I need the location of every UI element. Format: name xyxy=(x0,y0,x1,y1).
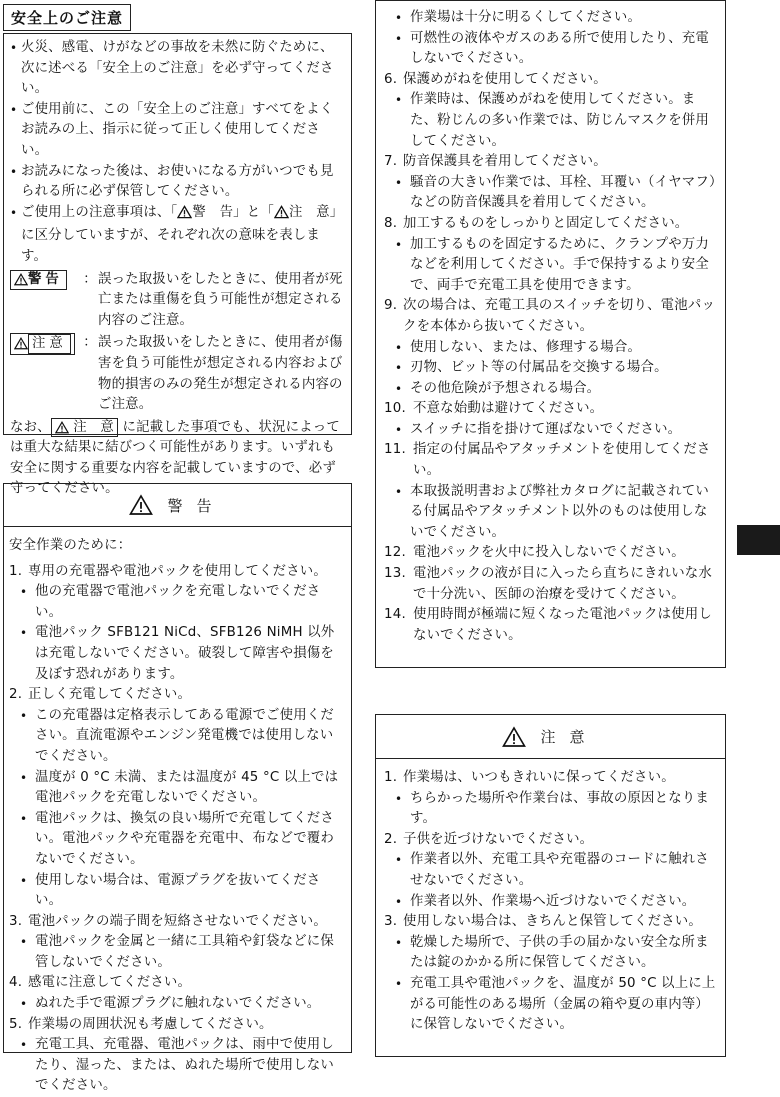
sub-bullet: • 温度が 0 °C 未満、または温度が 45 °C 以上では電池パックを充電しないでください。 xyxy=(9,768,345,809)
item-text: 専用の充電器や電池パックを使用してください。 xyxy=(28,563,327,579)
sub-bullet: • 作業者以外、充電工具や充電器のコードに触れさせないでください。 xyxy=(384,850,719,891)
usage-note: • ご使用上の注意事項は、「 警 告」と「 注 意」に区分していますが、それぞれ次の意味を表します。 xyxy=(10,203,346,268)
sub-bullet: • 可燃性の液体やガスのある所で使用したり、充電しないでください。 xyxy=(384,29,719,70)
item-text: 防音保護具を着用してください。 xyxy=(403,154,607,170)
item-text: 次の場合は、充電工具のスイッチを切り、電池パックを本体から抜いてください。 xyxy=(403,298,716,334)
section-tab-marker xyxy=(737,525,780,555)
page-title-box xyxy=(3,4,131,31)
sub-bullet: • 他の充電器で電池パックを充電しないでください。 xyxy=(9,582,345,623)
warning-triangle-icon xyxy=(502,726,526,748)
caution-section xyxy=(375,714,726,1057)
item-number: 6. xyxy=(384,71,398,87)
numbered-item xyxy=(384,543,719,564)
item-text: 使用時間が極端に短くなった電池パックは使用しないでください。 xyxy=(413,607,712,643)
item-number: 7. xyxy=(384,154,398,170)
item-text: 子供を近づけないでください。 xyxy=(403,831,594,847)
sub-bullet: • 充電工具、充電器、電池パックは、雨中で使用したり、湿った、または、ぬれた場所で使用しないでください。 xyxy=(9,1035,345,1097)
numbered-item xyxy=(384,605,719,646)
warning-triangle-icon xyxy=(14,337,28,350)
item-number: 5. xyxy=(9,1016,23,1032)
sub-bullet: • 作業時は、保護めがねを使用してください。また、粉じんの多い作業では、防じんマスクを併用してください。 xyxy=(384,90,719,152)
intro-paragraph: • ご使用前に、この「安全上のご注意」すべてをよくお読みの上、指示に従って正しく使用してください。 xyxy=(10,100,346,162)
caution-header xyxy=(376,715,725,759)
sub-bullet: • 電池パック SFB121 NiCd、SFB126 NiMH 以外は充電しないでください。破裂して障害や損傷を及ぼす恐れがあります。 xyxy=(9,623,345,685)
sub-bullet: • この充電器は定格表示してある電源でご使用ください。直流電源やエンジン発電機では使用しないでください。 xyxy=(9,706,345,768)
sub-bullet: • 本取扱説明書および弊社カタログに記載されている付属品やアタッチメント以外のものは使用しないでください。 xyxy=(384,482,719,544)
page-title: 安全上のご注意 xyxy=(10,9,123,27)
sub-bullet: • 乾燥した場所で、子供の手の届かない安全な所または錠のかかる所に保管してください。 xyxy=(384,933,719,974)
numbered-item xyxy=(9,1015,345,1036)
numbered-item xyxy=(9,973,345,994)
item-text: 感電に注意してください。 xyxy=(28,975,192,991)
definition-text: 誤った取扱いをしたときに、使用者が死亡または重傷を負う可能性が想定される内容のご注意。 xyxy=(98,271,343,328)
definition-text: 誤った取扱いをしたときに、使用者が傷害を負う可能性が想定される内容および物的損害のみの発生が想定される内容のご注意。 xyxy=(98,335,343,413)
numbered-item xyxy=(384,564,719,605)
warning-header xyxy=(4,484,351,527)
item-text: 不意な始動は避けてください。 xyxy=(413,401,604,417)
numbered-item xyxy=(9,562,345,583)
item-text: 保護めがねを使用してください。 xyxy=(403,71,607,87)
warning-triangle-icon xyxy=(177,205,192,227)
numbered-item xyxy=(9,685,345,706)
numbered-item xyxy=(384,912,719,933)
item-number: 3. xyxy=(9,913,23,929)
sub-bullet: • 充電工具や電池パックを、温度が 50 °C 以上に上がる可能性のある場所（金属の箱や夏の車内等）に保管しないでください。 xyxy=(384,974,719,1036)
item-number: 1. xyxy=(384,770,398,785)
sub-bullet: • 作業場は十分に明るくしてください。 xyxy=(384,8,719,29)
warning-label-box: 警告 xyxy=(10,270,67,290)
sub-bullet: • 刃物、ビット等の付属品を交換する場合。 xyxy=(384,358,719,379)
warning-continued xyxy=(375,0,726,668)
sub-bullet: • 加工するものを固定するために、クランプや万力などを利用してください。手で保持するより安全で、両手で充電工具を使用できます。 xyxy=(384,235,719,297)
sub-bullet: • その他危険が予想される場合。 xyxy=(384,379,719,400)
item-number: 1. xyxy=(9,563,23,579)
item-text: 作業場は、いつもきれいに保ってください。 xyxy=(403,770,675,785)
definition-caution: 注意 ： 誤った取扱いをしたときに、使用者が傷害を負う可能性が想定される内容および物的損害のみの発生が想定される内容のご注意。 xyxy=(10,333,346,415)
item-number: 13. xyxy=(384,566,406,582)
definition-warning: 警告 ： 誤った取扱いをしたときに、使用者が死亡または重傷を負う可能性が想定される内容のご注意。 xyxy=(10,270,346,332)
caution-label-box: 注意 xyxy=(10,333,75,355)
item-number: 10. xyxy=(384,401,406,417)
sub-bullet: • 使用しない場合は、電源プラグを抜いてください。 xyxy=(9,871,345,912)
warning-lead: 安全作業のために： xyxy=(9,538,132,553)
warning-triangle-icon xyxy=(55,421,69,434)
safety-intro-box xyxy=(3,33,352,497)
item-number: 4. xyxy=(9,975,23,991)
numbered-item xyxy=(384,296,719,337)
item-number: 14. xyxy=(384,607,406,623)
item-text: 正しく充電してください。 xyxy=(28,687,192,703)
item-text: 電池パックの端子間を短絡させないでください。 xyxy=(28,913,327,929)
item-number: 12. xyxy=(384,545,406,561)
numbered-item xyxy=(384,152,719,173)
closing-paragraph: なお、 注 意 に記載した事項でも、状況によっては重大な結果に結びつく可能性があります。いずれも安全に関する重要な内容を記載していますので、必ず守ってください。 xyxy=(10,419,340,497)
numbered-item xyxy=(9,912,345,933)
item-text: 使用しない場合は、きちんと保管してください。 xyxy=(403,914,702,930)
sub-bullet: • 作業者以外、作業場へ近づけないでください。 xyxy=(384,892,719,913)
sub-bullet: • ちらかった場所や作業台は、事故の原因となります。 xyxy=(384,789,719,830)
numbered-item xyxy=(384,830,719,851)
intro-paragraph: • お読みになった後は、お使いになる方がいつでも見られる所に必ず保管してください。 xyxy=(10,162,346,203)
intro-paragraph: • 火災、感電、けがなどの事故を未然に防ぐために、次に述べる「安全上のご注意」を必ず守ってください。 xyxy=(10,38,346,100)
item-number: 3. xyxy=(384,914,398,930)
caution-label-box: 注 意 xyxy=(51,418,118,437)
sub-bullet: • 電池パックを金属と一緒に工具箱や釘袋などに保管しないでください。 xyxy=(9,932,345,973)
item-text: 電池パックを火中に投入しないでください。 xyxy=(413,545,685,561)
warning-triangle-icon xyxy=(14,273,28,286)
item-number: 2. xyxy=(9,687,23,703)
warning-triangle-icon xyxy=(274,205,289,227)
sub-bullet: • スイッチに指を掛けて運ばないでください。 xyxy=(384,420,719,441)
warning-section xyxy=(3,483,352,1094)
item-text: 作業場の周囲状況も考慮してください。 xyxy=(28,1016,273,1032)
item-number: 11. xyxy=(384,442,406,458)
caution-heading: 注意 xyxy=(540,728,599,746)
sub-bullet: • 電池パックは、換気の良い場所で充電してください。電池パックや充電器を充電中、布などで覆わないでください。 xyxy=(9,809,345,871)
numbered-item xyxy=(384,70,719,91)
numbered-item xyxy=(384,399,719,420)
item-number: 2. xyxy=(384,831,398,847)
item-text: 指定の付属品やアタッチメントを使用してください。 xyxy=(413,442,711,479)
item-text: 電池パックの液が目に入ったら直ちにきれいな水で十分洗い、医師の治療を受けてください。 xyxy=(413,566,712,602)
item-number: 9. xyxy=(384,298,398,314)
sub-bullet: • 使用しない、または、修理する場合。 xyxy=(384,338,719,359)
numbered-item xyxy=(384,768,719,789)
item-number: 8. xyxy=(384,215,398,231)
numbered-item xyxy=(384,440,719,481)
numbered-item xyxy=(384,214,719,235)
item-text: 加工するものをしっかりと固定してください。 xyxy=(403,215,689,231)
sub-bullet: • ぬれた手で電源プラグに触れないでください。 xyxy=(9,994,345,1015)
sub-bullet: • 騒音の大きい作業では、耳栓、耳覆い（イヤマフ）などの防音保護具を着用してください。 xyxy=(384,173,719,214)
warning-heading: 警告 xyxy=(167,496,226,515)
warning-triangle-icon xyxy=(129,494,153,516)
